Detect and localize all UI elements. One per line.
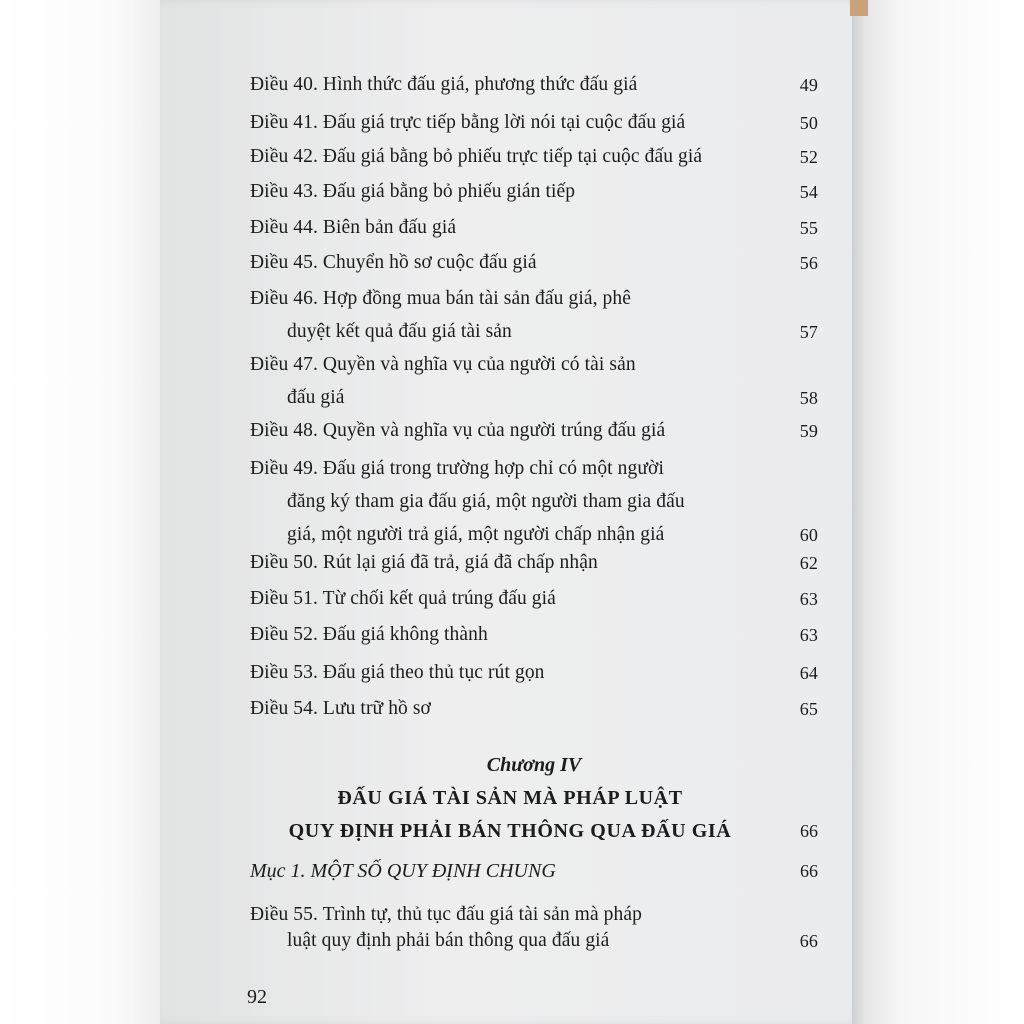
toc-entry-page: 56	[799, 253, 818, 273]
toc-entry-text: Điều 40. Hình thức đấu giá, phương thức đấu giá	[250, 74, 638, 95]
toc-entry	[250, 622, 818, 648]
toc-entry-page: 54	[799, 182, 818, 202]
toc-entry-text: Điều 53. Đấu giá theo thủ tục rút gọn	[250, 662, 545, 683]
section-page-number: 66	[800, 861, 818, 881]
toc-entry	[250, 215, 818, 241]
toc-entry-continuation	[287, 489, 818, 515]
toc-entry-page: 57	[799, 322, 818, 342]
toc-entry-text: Điều 46. Hợp đồng mua bán tài sản đấu giá, phê	[250, 288, 631, 309]
toc-entry-page: 64	[799, 663, 818, 683]
toc-entry-text: Điều 49. Đấu giá trong trường hợp chỉ có một người	[250, 458, 664, 479]
toc-entry-page: 65	[799, 699, 818, 719]
toc-entry-page: 60	[799, 525, 818, 545]
section-prefix: Mục 1.	[250, 860, 306, 882]
toc-entry	[250, 586, 818, 612]
toc-entry-text: đấu giá	[287, 387, 345, 408]
toc-entry-page: 58	[799, 388, 818, 408]
toc-entry-text: Điều 54. Lưu trữ hồ sơ	[250, 698, 431, 719]
toc-entry-text: giá, một người trả giá, một người chấp nhận giá	[287, 524, 665, 545]
toc-entry-text: đăng ký tham gia đấu giá, một người tham gia đấu	[287, 491, 685, 512]
toc-entry-text: duyệt kết quả đấu giá tài sản	[287, 321, 512, 342]
toc-entry-page: 63	[799, 589, 818, 609]
toc-entry-page: 66	[799, 931, 818, 951]
toc-entry	[250, 456, 818, 482]
toc-entry-text: Điều 51. Từ chối kết quả trúng đấu giá	[250, 588, 556, 609]
book-spine	[850, 0, 868, 16]
chapter-label: Chương IV	[486, 754, 582, 776]
toc-entry-text: Điều 55. Trình tự, thủ tục đấu giá tài sản mà pháp	[250, 904, 642, 925]
left-margin	[0, 0, 160, 1024]
toc-entry	[250, 110, 818, 136]
toc-entry	[250, 660, 818, 686]
page-number: 92	[247, 986, 267, 1008]
toc-entry-text: Điều 52. Đấu giá không thành	[250, 624, 488, 645]
toc-entry-continuation	[287, 928, 818, 954]
toc-entry-page: 49	[799, 75, 818, 95]
toc-entry-text: Điều 47. Quyền và nghĩa vụ của người có tài sản	[250, 354, 636, 375]
toc-entry	[250, 179, 818, 205]
toc-entry-continuation	[287, 385, 818, 411]
toc-entry	[250, 72, 818, 98]
chapter-page-number: 66	[800, 821, 818, 841]
toc-entry-page: 63	[799, 625, 818, 645]
toc-entry-page: 59	[799, 421, 818, 441]
toc-entry-continuation	[287, 319, 818, 345]
toc-entry	[250, 902, 818, 928]
toc-entry-text: Điều 48. Quyền và nghĩa vụ của người trúng đấu giá	[250, 420, 666, 441]
toc-entry-text: luật quy định phải bán thông qua đấu giá	[287, 930, 610, 951]
toc-entry	[250, 250, 818, 276]
toc-entry-text: Điều 43. Đấu giá bằng bỏ phiếu gián tiếp	[250, 181, 576, 202]
toc-entry-page: 55	[799, 218, 818, 238]
toc-entry-page: 62	[799, 553, 818, 573]
toc-entry	[250, 418, 818, 444]
toc-entry	[250, 144, 818, 170]
toc-entry-page: 52	[799, 147, 818, 167]
toc-entry-text: Điều 45. Chuyển hồ sơ cuộc đấu giá	[250, 252, 537, 273]
toc-entry-text: Điều 44. Biên bản đấu giá	[250, 217, 457, 238]
toc-entry	[250, 286, 818, 312]
toc-entry	[250, 352, 818, 378]
section-title: MỘT SỐ QUY ĐỊNH CHUNG	[310, 860, 556, 882]
section-heading	[250, 858, 818, 884]
right-margin	[852, 0, 1024, 1024]
toc-entry	[250, 696, 818, 722]
toc-entry-text: Điều 42. Đấu giá bằng bỏ phiếu trực tiếp tại cuộc đấu giá	[250, 146, 703, 167]
toc-entry	[250, 550, 818, 576]
chapter-title-line-1: ĐẤU GIÁ TÀI SẢN MÀ PHÁP LUẬT	[337, 787, 683, 809]
toc-entry-page: 50	[799, 113, 818, 133]
toc-entry-text: Điều 50. Rút lại giá đã trả, giá đã chấp nhận	[250, 552, 598, 573]
chapter-title-line-2: QUY ĐỊNH PHẢI BÁN THÔNG QUA ĐẤU GIÁ	[288, 820, 732, 842]
toc-entry-continuation	[287, 522, 818, 548]
toc-entry-text: Điều 41. Đấu giá trực tiếp bằng lời nói tại cuộc đấu giá	[250, 112, 686, 133]
